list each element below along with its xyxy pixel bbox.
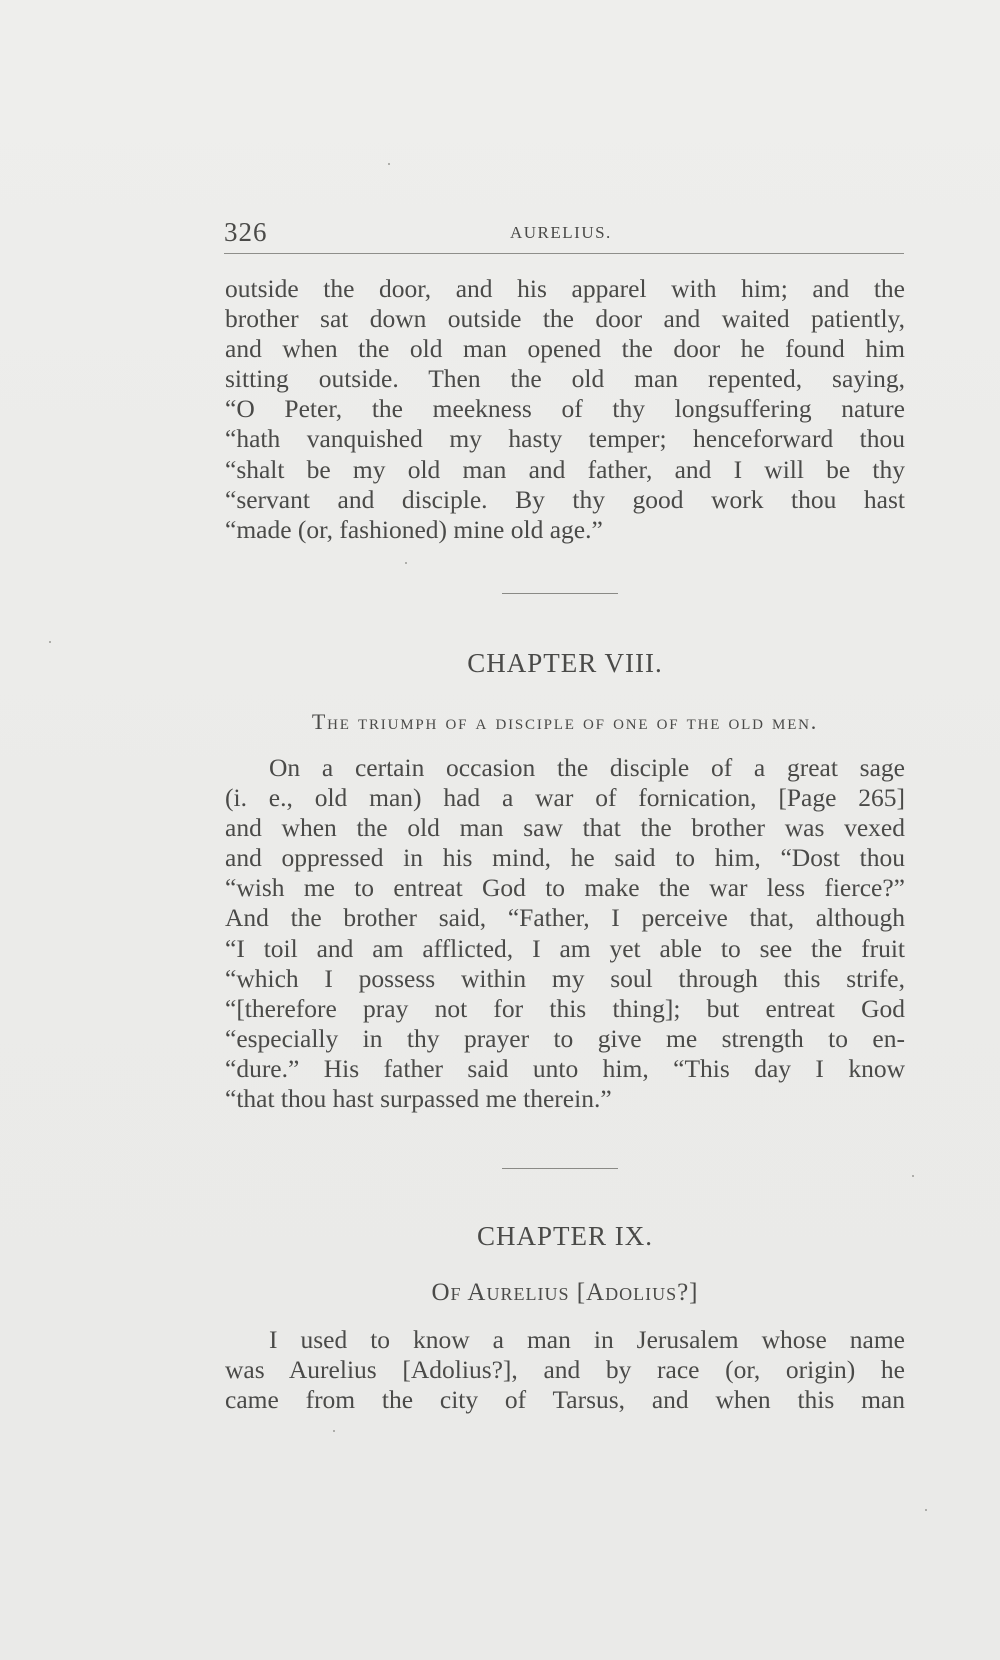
text-line: brother sat down outside the door and waited patiently, xyxy=(225,304,905,334)
text-line: sitting outside. Then the old man repented, saying, xyxy=(225,364,905,394)
chapter-8-body xyxy=(225,753,905,1114)
chapter-8-title: CHAPTER VIII. xyxy=(467,648,663,678)
paper-speck xyxy=(925,1509,927,1511)
paper-speck xyxy=(49,641,51,643)
text-line: came from the city of Tarsus, and when this man xyxy=(225,1385,905,1415)
page-header xyxy=(224,213,904,254)
paper-speck xyxy=(912,1175,914,1177)
text-line: and when the old man opened the door he found him xyxy=(225,334,905,364)
text-line: I used to know a man in Jerusalem whose name xyxy=(269,1325,905,1354)
page-number: 326 xyxy=(224,217,268,247)
section-divider xyxy=(502,593,618,594)
text-line: and oppressed in his mind, he said to him, “Dost thou xyxy=(225,843,905,873)
text-line: And the brother said, “Father, I perceive that, although xyxy=(225,903,905,933)
text-line: “made (or, fashioned) mine old age.” xyxy=(225,514,603,544)
text-line: On a certain occasion the disciple of a great sage xyxy=(269,753,905,782)
paper-speck xyxy=(388,163,390,165)
text-line: “hath vanquished my hasty temper; henceforward thou xyxy=(225,424,905,454)
text-line: (i. e., old man) had a war of fornication, [Page 265] xyxy=(225,783,905,813)
text-line: “O Peter, the meekness of thy longsuffering nature xyxy=(225,394,905,424)
text-line: “which I possess within my soul through this strife, xyxy=(225,963,905,993)
paper-speck xyxy=(405,562,407,564)
section-divider xyxy=(502,1168,618,1169)
chapter-9-title: CHAPTER IX. xyxy=(476,1221,653,1251)
paragraph-continuation xyxy=(225,274,905,545)
text-line: “dure.” His father said unto him, “This day I know xyxy=(225,1053,905,1083)
text-line: “servant and disciple. By thy good work thou hast xyxy=(225,484,905,514)
text-line: and when the old man saw that the brother was vexed xyxy=(225,813,905,843)
text-line: was Aurelius [Adolius?], and by race (or, origin) he xyxy=(225,1355,905,1385)
text-line: “especially in thy prayer to give me strength to en- xyxy=(225,1023,905,1053)
text-line: “that thou hast surpassed me therein.” xyxy=(225,1084,612,1114)
text-line: “shalt be my old man and father, and I will be thy xyxy=(225,454,905,484)
text-line: “[therefore pray not for this thing]; but entreat God xyxy=(225,993,905,1023)
chapter-9-subtitle: Of Aurelius [Adolius?] xyxy=(431,1279,699,1306)
paper-speck xyxy=(333,1430,335,1432)
chapter-9-body xyxy=(225,1325,905,1415)
text-line: outside the door, and his apparel with him; and the xyxy=(225,274,905,303)
text-line: “wish me to entreat God to make the war less fierce?” xyxy=(225,873,905,903)
running-head: AURELIUS. xyxy=(510,223,612,242)
chapter-8-subtitle: The triumph of a disciple of one of the old men. xyxy=(311,709,819,734)
text-line: “I toil and am afflicted, I am yet able to see the fruit xyxy=(225,933,905,963)
